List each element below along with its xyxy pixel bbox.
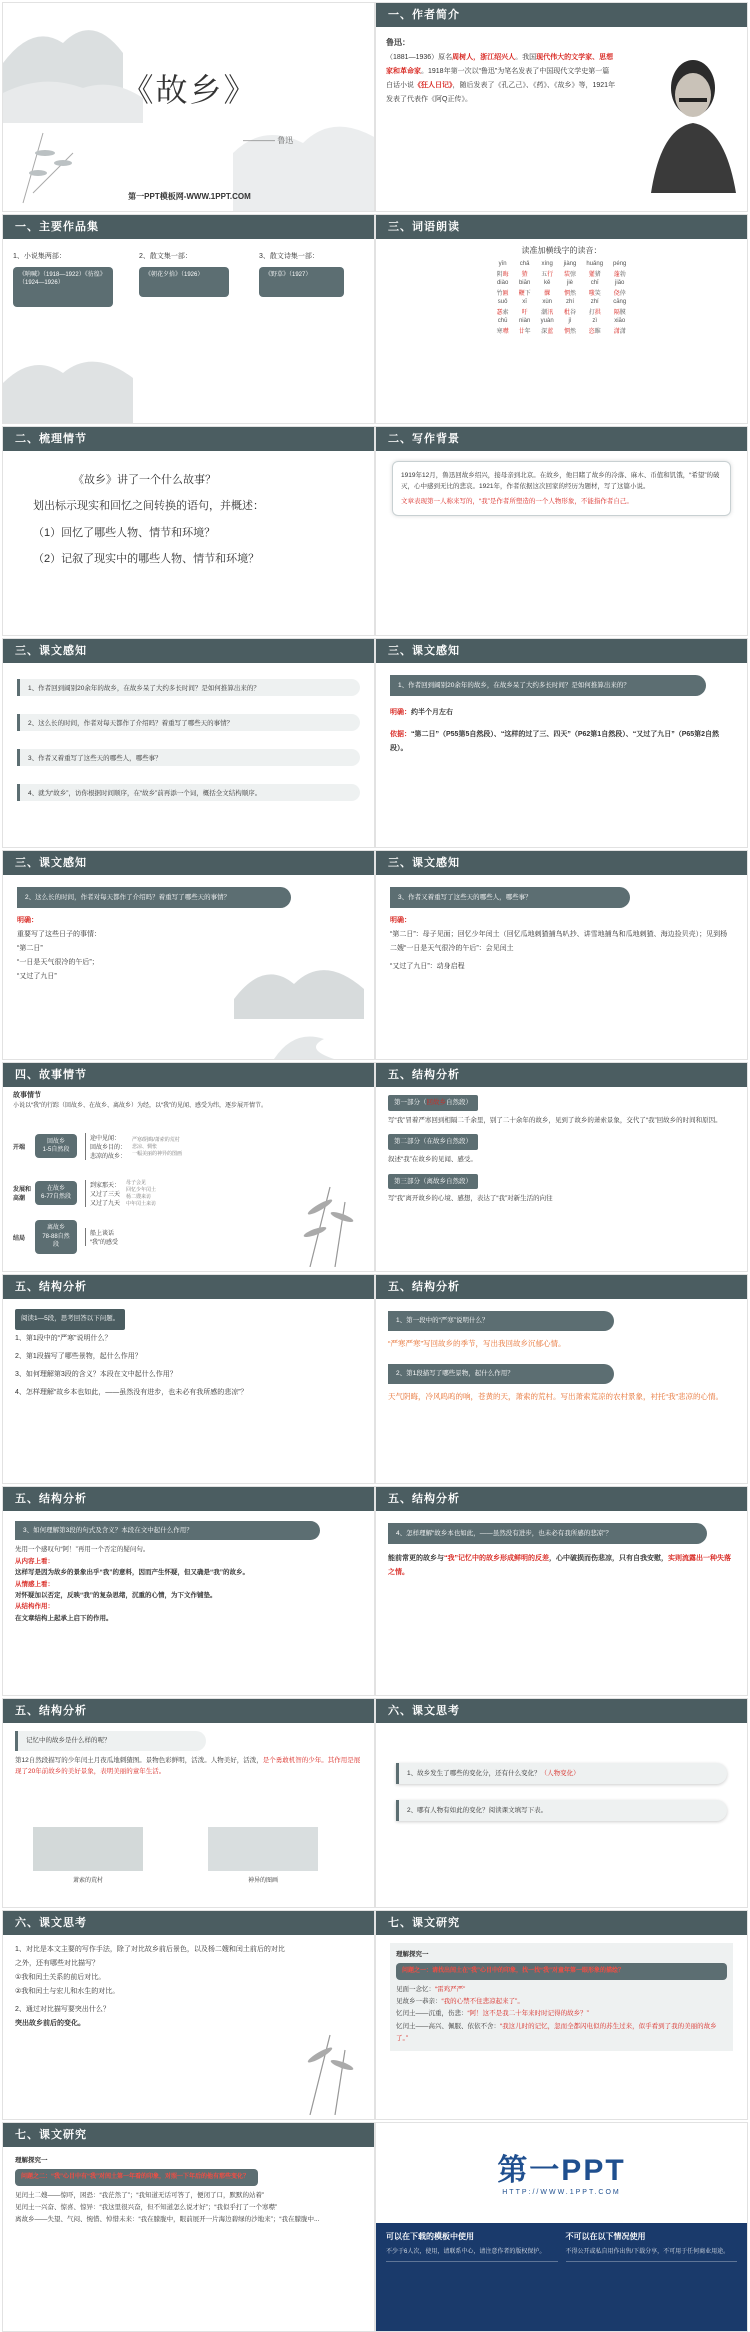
- vocab-word: 五行: [541, 272, 554, 278]
- pinyin: xíng: [541, 261, 553, 267]
- usage-forbidden-text: 不得公开或私自用作出售/下载分享，不可用于任何商业用途。: [565, 2249, 730, 2255]
- question-1: 1、第1段中的“严寒”说明什么？: [15, 1334, 112, 1342]
- stage-detail: 杨二嫂来访: [126, 1194, 152, 1200]
- pinyin: huǎng: [586, 261, 604, 267]
- answer-text: “严寒严寒”写回故乡的季节，写出我回故乡沉郁心情。: [388, 1338, 566, 1348]
- stage-item: 回故乡目的：: [90, 1144, 127, 1151]
- pinyin: péng: [613, 261, 627, 267]
- probe-title: 理解探究一: [396, 1951, 429, 1958]
- probe-line: 见故乡一恭亲：“我的心禁不住悲凉起来了”。: [396, 1998, 524, 2006]
- answer-text: 在文章结构上起承上启下的作用。: [15, 1614, 113, 1622]
- slide-title: [2, 2, 375, 212]
- intro-highlight: 周树人，浙江绍兴人: [452, 54, 516, 61]
- slide-works: [2, 214, 375, 424]
- pinyin: biān: [518, 280, 531, 286]
- answer-text: 这样写是因为故乡的景象出乎“我”的意料，因而产生怀疑，但又确是“我”的故乡。: [15, 1569, 249, 1577]
- vocab-word: 髁: [544, 291, 551, 297]
- vocab-word: 瑟索: [496, 310, 509, 316]
- question-bar: 2、哪有人物有如此的变化？阅读课文填写下表。: [396, 1800, 727, 1821]
- slide-header: 三、课文感知: [376, 851, 747, 875]
- probe-question: 问题之二：“我”心目中有“我”对闰土第一年看的印象，对照一下年后的他有那些变化？: [15, 2169, 258, 2185]
- pinyin: chī: [590, 280, 599, 286]
- question-2: 2、第1段描写了哪些景物，起什么作用？: [15, 1353, 142, 1361]
- stage-label: 发展和高潮: [13, 1187, 32, 1202]
- slide-header: 七、课文研究: [376, 1911, 747, 1935]
- slide-header: 三、课文感知: [3, 851, 374, 875]
- part-tag: 第三部分（离故乡自然段）: [388, 1174, 478, 1190]
- vocab-word: 潮汛: [541, 310, 554, 316]
- question-text: 1、对比是本文主要的写作手法，除了对比故乡前后景色，以及杨二嫂和闰土前后的对比之外，还有哪些对比描写？: [15, 1946, 285, 1967]
- stage-detail: 母子会见: [126, 1180, 147, 1186]
- story-diagram: [13, 1125, 273, 1255]
- vocab-word: 蓬勃: [613, 272, 626, 278]
- pinyin: niàn: [518, 318, 531, 324]
- vocab-word: 装弶: [564, 272, 577, 278]
- vocab-word: 打拱: [588, 310, 601, 316]
- pinyin: chū: [497, 318, 508, 324]
- question-3: 3、如何理解第3段的含义？本段在文中起什么作用？: [15, 1371, 177, 1379]
- answer-text: 重要写了这些日子的事情：: [17, 931, 101, 938]
- stage-detail: 严寒/阴晦/萧索的荒村: [132, 1136, 180, 1143]
- slide-vocab: [375, 214, 748, 424]
- story-intro: 小说以“我”的行踪（回故乡、在故乡、离故乡）为经，以“我”的见闻、感受为纬，逐步展开情节。: [13, 1102, 267, 1109]
- slide-header: 一、作者简介: [376, 3, 747, 27]
- answer-text: “又过了九日”：动身启程: [390, 963, 465, 970]
- answer-label: 从结构作用：: [15, 1603, 54, 1611]
- slide-thinking-2: [2, 1910, 375, 2120]
- answer-text: 天气阴晦，冷风呜呜的响，苍黄的天，萧索的荒村。写出萧索荒凉的农村景象，衬托“我”悲凉的心情。: [388, 1391, 723, 1401]
- stage-detail: 回忆少年闰土: [126, 1187, 157, 1193]
- image-caption: 萧索的荒村: [72, 1878, 103, 1884]
- story-title: 故事情节: [13, 1092, 41, 1099]
- works-box: 《朝花夕拾》（1926）: [139, 267, 229, 297]
- slide-author-intro: [375, 2, 748, 212]
- probe-question: 问题之一：请找出闰土在“我”心目中的印象，找一找“我”对童年第一眼形象的描绘？: [396, 1963, 727, 1979]
- plot-question: （1）回忆了哪些人物、情节和环境？: [33, 526, 216, 539]
- answer-text: “第二日”：母子见面；回忆少年闰土（回忆瓜地刺猹捕鸟叭抄、讲雪地捕鸟和瓜地刺猹、海边捡贝壳）；见到杨二嫂“一日是天气很冷的午后”：会见闰土: [390, 931, 728, 952]
- pinyin: zhí: [590, 299, 599, 305]
- slide-header: 五、结构分析: [3, 1487, 374, 1511]
- question-bar: 4、就为“故乡”，访你根据时间顺序，在“故乡”前再添一个词，概括全文结构顺序。: [17, 784, 360, 801]
- part-tag: 第一部分（回故乡自然段）: [388, 1095, 478, 1111]
- slide-header: 六、课文思考: [376, 1699, 747, 1723]
- probe-line: 离故乡——失望、气闷、惋惜、悼惜未来：“我在朦胧中，眼前展开一片海边碧绿的沙地来”；“我在朦胧中...: [15, 2216, 320, 2224]
- probe-line: 见闰土二嫂——惊吓，困恐：“我茫然了”；“我知道无话可答了，便闭了口，默默的站着”: [15, 2191, 265, 2199]
- works-box: 《呐喊》（1918—1922）《彷徨》（1924—1926）: [13, 267, 113, 307]
- slide-thinking-1: [375, 1698, 748, 1908]
- question-bar: 记忆中的故乡是什么样的呢？: [15, 1731, 206, 1751]
- slide-header: 三、课文感知: [3, 639, 374, 663]
- vocab-word: 隔膜: [613, 310, 626, 316]
- question-bar: 3、如何理解第3段的句式及含义？本段在文中起什么作用？: [15, 1521, 320, 1540]
- task-tag: 阅读1—5段，思考回答以下问题。: [15, 1309, 125, 1330]
- probe-line: 见面一念忆：“雷鸡严严”: [396, 1985, 466, 1993]
- works-label: 3、散文诗集一部：: [259, 253, 319, 260]
- slide-background: [375, 426, 748, 636]
- pinyin: jiǎo: [615, 280, 625, 286]
- vocab-word: 竹匾: [496, 291, 509, 297]
- pinyin: xùn: [542, 299, 552, 305]
- works-col-2: [139, 251, 229, 297]
- image-desolate-village: [33, 1827, 143, 1871]
- bamboo-illustration: [280, 1177, 370, 1267]
- plot-question: 划出标示现实和回忆之间转换的语句，并概述：: [33, 500, 264, 513]
- pinyin: cāng: [613, 299, 627, 305]
- vocab-word: 寒噤: [496, 329, 509, 335]
- background-box: [392, 461, 731, 516]
- answer-text: 约半个月左右: [411, 709, 453, 716]
- answer-text: 能前常更的故乡与“我”记忆中的故乡形成鲜明的反差，心中破损而伤悲凉，只有自我安慰，实则流露出一种失落之情。: [388, 1555, 731, 1576]
- intro-text: 。1918年第一次以“鲁迅”为笔名发表了中国现代文学史第一篇白话小说: [386, 68, 610, 89]
- slide-story: [2, 1062, 375, 1272]
- slide-title-text: 《故乡》: [121, 71, 258, 109]
- works-label: 2、散文集一部：: [139, 253, 192, 260]
- slide-perception-3: [2, 850, 375, 1060]
- stage-detail: 中年闰土来访: [126, 1201, 157, 1207]
- answer-text: ②我和闰土与宏儿和水生的对比。: [15, 1988, 120, 1995]
- mountain-illustration: [214, 939, 374, 1059]
- bamboo-illustration: [280, 2025, 370, 2115]
- pinyin: jiè: [567, 280, 574, 286]
- stage-label: 开端: [13, 1144, 26, 1151]
- question-4: 4、怎样理解“故乡本也如此，——虽然没有进步，也未必有我所感的悲凉”？: [15, 1389, 248, 1397]
- slide-structure-1: [375, 1062, 748, 1272]
- question-bar: 1、第一段中的“严寒”说明什么？: [388, 1311, 614, 1331]
- question-bar: 2、这么长的时间，作者对每天都作了介绍吗？着重写了哪些天的事情？: [17, 714, 360, 731]
- slide-research-1: [375, 1910, 748, 2120]
- intro-text: ，随后发表了《孔乙己》、《药》、《故乡》等，1921年发表了代表作《阿Q正传》。: [386, 82, 616, 103]
- slide-header: 七、课文研究: [3, 2123, 374, 2147]
- vocab-word: 獾猪: [588, 272, 601, 278]
- question-bar: 3、作者又着重写了这些天的哪些人，哪些事？: [390, 887, 630, 908]
- pinyin: suǒ: [497, 299, 508, 305]
- research-box: [390, 1943, 733, 2051]
- slide-structure-3: [375, 1274, 748, 1484]
- slide-footer: 第一PPT模板网-WWW.1PPT.COM: [128, 192, 251, 201]
- stage-item: 途中见闻：: [90, 1135, 121, 1142]
- usage-forbidden-title: 不可以在以下情况使用: [565, 2232, 646, 2241]
- vocab-word: 恣睢: [588, 329, 601, 335]
- answer-text: 先用一个感叹句“阿！”再用一个否定的疑问句。: [15, 1546, 150, 1554]
- pinyin: kě: [543, 280, 551, 286]
- slide-header: 三、课文感知: [376, 639, 747, 663]
- slide-header: 五、结构分析: [376, 1275, 747, 1299]
- pinyin: xiāo: [614, 318, 626, 324]
- slide-perception-2: [375, 638, 748, 848]
- answer-text: “第二日”: [17, 945, 43, 952]
- slide-author: ———— 鲁迅: [243, 136, 294, 145]
- question-bar: 1、作者回到阔别20余年的故乡，在故乡呆了大约多长时间？是如何推算出来的？: [390, 675, 706, 696]
- slide-header: 四、故事情节: [3, 1063, 374, 1087]
- part-tag: 第二部分（在故乡自然段）: [388, 1134, 478, 1150]
- mountain-illustration: [3, 343, 133, 423]
- background-note: 文章表现第一人称来写的，“我”是作者所塑造的一个人物形象，不能指作者自己。: [401, 498, 633, 506]
- vocab-word: 深蓝: [541, 329, 554, 335]
- answer-label: 依据：: [390, 731, 411, 738]
- vocab-word: 侥倖: [613, 291, 626, 297]
- slide-header: 二、写作背景: [376, 427, 747, 451]
- slide-header: 三、词语朗读: [376, 215, 747, 239]
- slide-perception-1: [2, 638, 375, 848]
- question-bar: 2、第1段描写了哪些景物，起什么作用？: [388, 1364, 614, 1384]
- memory-text: 第12自然段描写的少年闰土月夜瓜地刺猹图。景物色彩鲜明，活泼。人物美好，活泼，是个勇敢机智的少年。其作用是展现了20年前故乡的美好景象，表明美丽的童年生活。: [15, 1756, 361, 1776]
- image-magic-scene: [208, 1827, 318, 1871]
- probe-line: 忆闰土——沉重，伤悲：“阿！这不是我二十年来时时记得的故乡？”: [396, 2010, 589, 2018]
- works-col-1: [13, 251, 113, 307]
- vocab-word: 秕谷: [564, 310, 577, 316]
- vocab-word: 阴晦: [496, 272, 509, 278]
- stage-item: “我”的感受: [90, 1240, 118, 1246]
- intro-highlight: 现代伟大的文学家、思想家和革命家: [386, 54, 614, 75]
- author-name: 鲁迅：: [386, 38, 410, 47]
- plot-question: 《故乡》讲了一个什么故事？: [73, 474, 216, 486]
- probe-title: 理解探究一: [15, 2157, 48, 2164]
- vocab-table: [492, 260, 632, 336]
- slide-header: 二、梳理情节: [3, 427, 374, 451]
- stage-box: 在故乡 6-77自然段: [35, 1181, 77, 1206]
- question-bar: 1、故乡发生了哪些的变化分，还有什么变化？（人物变化）: [396, 1763, 727, 1784]
- pinyin: zì: [592, 318, 598, 324]
- vocab-word: 鞭下: [518, 291, 531, 297]
- vocab-word: 吁: [521, 310, 528, 316]
- vocab-word: 廿年: [518, 329, 531, 335]
- probe-line: 见闰土一兴奋、惊喜、惊异：“我这里很兴奋，但不知道怎么说才好”；“我似乎打了一个寒噤”: [15, 2204, 278, 2212]
- vocab-word: 嗤笑: [588, 291, 601, 297]
- stage-label: 结局: [13, 1235, 26, 1242]
- works-label: 1、小说集两部：: [13, 253, 66, 260]
- works-box: 《野草》（1927）: [259, 267, 344, 297]
- part-text: 写“我”离开故乡的心境、感想，表达了“我”对新生活的向往: [388, 1195, 553, 1203]
- stage-item: 船上谈话: [90, 1231, 115, 1237]
- answer-label: 从情感上看：: [15, 1580, 54, 1588]
- slide-research-2: [2, 2122, 375, 2332]
- question-text: 2、通过对比描写要突出什么？: [15, 2006, 110, 2013]
- brand-logo: 第一PPT: [497, 2154, 626, 2187]
- question-bar: 1、作者回到阔别20余年的故乡，在故乡呆了大约多长时间？是如何推算出来的？: [17, 679, 360, 696]
- answer-label: 明确：: [390, 709, 411, 716]
- slide-structure-4: [2, 1486, 375, 1696]
- part-text: 写“我”冒着严寒回到相隔二千余里，别了二十余年的故乡，见到了故乡的萧索景象，交代了“我”回故乡的时间和原因。: [388, 1116, 722, 1124]
- question-bar: 3、作者又着重写了这些天的哪些人，哪些事？: [17, 749, 360, 766]
- portrait-illustration: [641, 43, 741, 193]
- brand-url: HTTP://WWW.1PPT.COM: [502, 2189, 621, 2196]
- slide-structure-2: [2, 1274, 375, 1484]
- slide-plot: [2, 426, 375, 636]
- vocab-word: 惘然: [564, 291, 577, 297]
- slide-header: 五、结构分析: [3, 1699, 374, 1723]
- vocab-word: 惘然: [564, 329, 577, 335]
- slide-perception-4: [375, 850, 748, 1060]
- vocab-word: 猹: [521, 272, 528, 278]
- answer-label: 从内容上看：: [15, 1557, 54, 1565]
- slide-header: 五、结构分析: [3, 1275, 374, 1299]
- stage-box: 回故乡 1-5自然段: [35, 1134, 77, 1159]
- answer-label: 明确：: [17, 917, 38, 924]
- pinyin: jì: [568, 318, 572, 324]
- slide-header: 五、结构分析: [376, 1487, 747, 1511]
- stage-item: 悲凉的故乡：: [90, 1153, 127, 1160]
- answer-text: ①我和闰土关系的前后对比。: [15, 1974, 106, 1981]
- stage-item: 又过了九天: [90, 1200, 121, 1207]
- pinyin: diào: [496, 280, 509, 286]
- part-text: 叙述“我”在故乡的见闻、感受。: [388, 1156, 477, 1164]
- answer-text: 对怀疑加以否定，反映“我”的复杂思绪，沉重的心情，为下文作铺垫。: [15, 1591, 217, 1599]
- question-bar: 4、怎样理解“故乡本也如此，——虽然没有进步，也未必有我所感的悲凉”？: [388, 1523, 707, 1544]
- answer-label: 明确：: [390, 917, 411, 924]
- pinyin: chǎ: [519, 261, 530, 267]
- answer-text: 突出故乡前后的变化。: [15, 2020, 85, 2027]
- slide-structure-6: [2, 1698, 375, 1908]
- answer-text: “又过了九日”: [17, 973, 57, 980]
- pinyin: yuàn: [540, 318, 554, 324]
- intro-text: 。我国: [515, 54, 537, 61]
- works-col-3: [259, 251, 364, 297]
- background-text: 1919年12月，鲁迅回故乡绍兴，接母亲到北京。在故乡，他目睹了故乡的冷落、麻木、币值和饥饿，“希望”的破灭，心中感到无比的悲哀。1921年，作者依据这次回家的经历为题材，写了这篇小说。: [401, 472, 720, 491]
- brand-footer: [376, 2223, 747, 2332]
- plot-question: （2）记叙了现实中的哪些人物、情节和环境？: [33, 553, 260, 566]
- intro-highlight: 《狂人日记》: [414, 82, 453, 89]
- slide-header: 五、结构分析: [376, 1063, 747, 1087]
- probe-line: 忆闰土——高兴、佩服、依依不舍：“我这儿时的记忆，忽而全都闪电似的苏生过来，似乎看到了我的美丽的故乡了。”: [396, 2022, 717, 2043]
- intro-text: （1881—1936）原名: [386, 54, 453, 61]
- pinyin: zhí: [566, 299, 575, 305]
- slide-header: 一、主要作品集: [3, 215, 374, 239]
- pinyin: jiàng: [563, 261, 577, 267]
- stage-detail: 悲凉、惆怅: [132, 1143, 158, 1150]
- question-bar: 2、这么长的时间，作者对每天都作了介绍吗？着重写了哪些天的事情？: [17, 887, 291, 908]
- slide-brand: [375, 2122, 748, 2332]
- slide-header: 六、课文思考: [3, 1911, 374, 1935]
- vocab-word: 潇潇: [613, 329, 626, 335]
- slide-structure-5: [375, 1486, 748, 1696]
- pinyin: xī: [522, 299, 527, 305]
- stage-item: 又过了三天: [90, 1191, 121, 1198]
- stage-box: 离故乡 78-88自然段: [35, 1220, 77, 1253]
- usage-allowed-title: 可以在下载的模板中使用: [386, 2232, 474, 2241]
- stage-detail: 一幅美丽的神异的图画: [132, 1150, 183, 1157]
- answer-text: “第二日”（P55第5自然段）、“这样的过了三、四天”（P62第1自然段）、“又过了九日”（P65第2自然段）。: [390, 731, 720, 752]
- answer-text: “一日是天气很冷的午后”；: [17, 959, 99, 966]
- usage-allowed-text: 不少于6人次，使用，请联系中心，请注意作者的版权保护。: [386, 2249, 546, 2255]
- pinyin: yīn: [498, 261, 507, 267]
- vocab-subtitle: 读准加横线字的读音：: [521, 246, 602, 255]
- stage-item: 到家那天：: [90, 1182, 121, 1189]
- image-caption: 神异的图画: [247, 1878, 278, 1884]
